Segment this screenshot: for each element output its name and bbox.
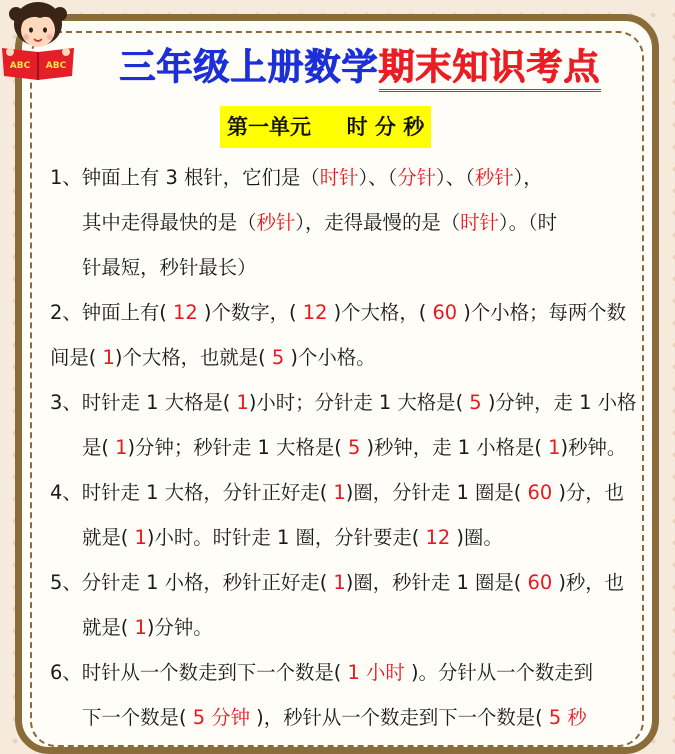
answer-text: 60 <box>521 481 559 504</box>
item-text: )个数字，( <box>203 301 303 324</box>
answer-text: 5 <box>463 391 488 414</box>
item-text: )分钟，走 1 小格 <box>487 391 637 414</box>
answer-text: 5 分钟 <box>186 706 257 729</box>
answer-text: 分针 <box>397 166 437 189</box>
knowledge-item-line <box>50 155 635 200</box>
knowledge-item-line <box>50 470 635 515</box>
knowledge-item-line <box>50 560 635 605</box>
item-text: )个大格，( <box>327 301 433 324</box>
knowledge-item <box>50 650 635 740</box>
knowledge-item <box>50 470 635 560</box>
answer-text: 1 <box>96 346 115 369</box>
item-text: )分钟；秒针走 1 大格是( <box>127 436 342 459</box>
knowledge-item <box>50 560 635 650</box>
answer-text: 1 <box>327 481 346 504</box>
item-text: 其中走得最快的是（ <box>82 211 257 234</box>
girl-reading-book-icon <box>0 0 80 82</box>
item-text: ）、（ <box>358 166 398 189</box>
item-text: )小时。时针走 1 圈，分针要走( <box>146 526 420 549</box>
item-text: 5、分针走 1 小格，秒针正好走( <box>50 571 328 594</box>
answer-text: 60 <box>521 571 559 594</box>
item-text: )圈。 <box>456 526 503 549</box>
knowledge-item-line <box>50 695 635 740</box>
answer-text: 秒针 <box>256 211 296 234</box>
item-text: 6、时针从一个数走到下一个数是( <box>50 661 342 684</box>
item-text: )秒，也 <box>558 571 625 594</box>
item-text: )分钟。 <box>146 616 213 639</box>
page-title <box>80 39 640 90</box>
answer-text: 1 小时 <box>341 661 411 684</box>
knowledge-item-line <box>50 290 635 335</box>
answer-text: 1 <box>108 436 128 459</box>
knowledge-item-line <box>50 335 635 380</box>
answer-text: 12 <box>419 526 457 549</box>
knowledge-item-line <box>50 200 635 245</box>
item-text: 2、钟面上有( <box>50 301 167 324</box>
knowledge-item-line <box>50 515 635 560</box>
answer-text: 5 <box>265 346 291 369</box>
item-text: )分，也 <box>558 481 625 504</box>
item-text: 就是( <box>82 526 129 549</box>
item-text: )。分针从一个数走到 <box>410 661 594 684</box>
book-label-left: ABC <box>9 61 31 71</box>
item-text: 针最短，秒针最长） <box>82 256 257 279</box>
knowledge-item <box>50 290 635 380</box>
item-text: )秒钟。 <box>560 436 627 459</box>
page-title-blue: 三年级上册数学 <box>119 46 379 88</box>
item-text: )，秒针从一个数走到下一个数是( <box>256 706 543 729</box>
knowledge-item-line <box>50 605 635 650</box>
item-text: 下一个数是( <box>82 706 187 729</box>
item-text: )秒钟，走 1 小格是( <box>366 436 542 459</box>
unit-heading: 第一单元 时 分 秒 <box>220 106 431 148</box>
answer-text: 1 <box>542 436 561 459</box>
item-text: 就是( <box>82 616 129 639</box>
answer-text: 12 <box>166 301 204 324</box>
answer-text: 1 <box>128 616 147 639</box>
item-text: 间是( <box>50 346 97 369</box>
knowledge-points-list <box>50 155 635 740</box>
answer-text: 时针 <box>319 166 359 189</box>
knowledge-item <box>50 380 635 470</box>
book-label-right: ABC <box>45 61 67 71</box>
answer-text: 1 <box>230 391 249 414</box>
item-text: )小时；分针走 1 大格是( <box>248 391 464 414</box>
knowledge-item-line <box>50 425 635 470</box>
answer-text: 5 秒 <box>542 706 587 729</box>
item-text: ），走得最慢的是（ <box>295 211 461 234</box>
knowledge-item-line <box>50 380 635 425</box>
item-text: ）。（时 <box>498 211 558 234</box>
item-text: )圈，分针走 1 圈是( <box>345 481 522 504</box>
answer-text: 时针 <box>460 211 499 234</box>
item-text: ）， <box>513 166 543 189</box>
item-text: )个小格；每两个数 <box>457 301 626 324</box>
answer-text: 60 <box>432 301 458 324</box>
item-text: )个小格。 <box>290 346 376 369</box>
knowledge-item-line <box>50 650 635 695</box>
item-text: 1、钟面上有 3 根针，它们是（ <box>50 166 320 189</box>
item-text: 3、时针走 1 大格是( <box>50 391 231 414</box>
answer-text: 1 <box>327 571 346 594</box>
item-text: )圈，秒针走 1 圈是( <box>345 571 522 594</box>
answer-text: 秒针 <box>474 166 514 189</box>
knowledge-item <box>50 155 635 290</box>
knowledge-item-line <box>50 245 635 290</box>
item-text: 4、时针走 1 大格，分针正好走( <box>50 481 328 504</box>
item-text: ）、（ <box>436 166 475 189</box>
page-title-red: 期末知识考点 <box>379 46 601 92</box>
answer-text: 12 <box>302 301 328 324</box>
item-text: )个大格，也就是( <box>114 346 266 369</box>
answer-text: 1 <box>128 526 147 549</box>
item-text: 是( <box>82 436 109 459</box>
answer-text: 5 <box>341 436 367 459</box>
